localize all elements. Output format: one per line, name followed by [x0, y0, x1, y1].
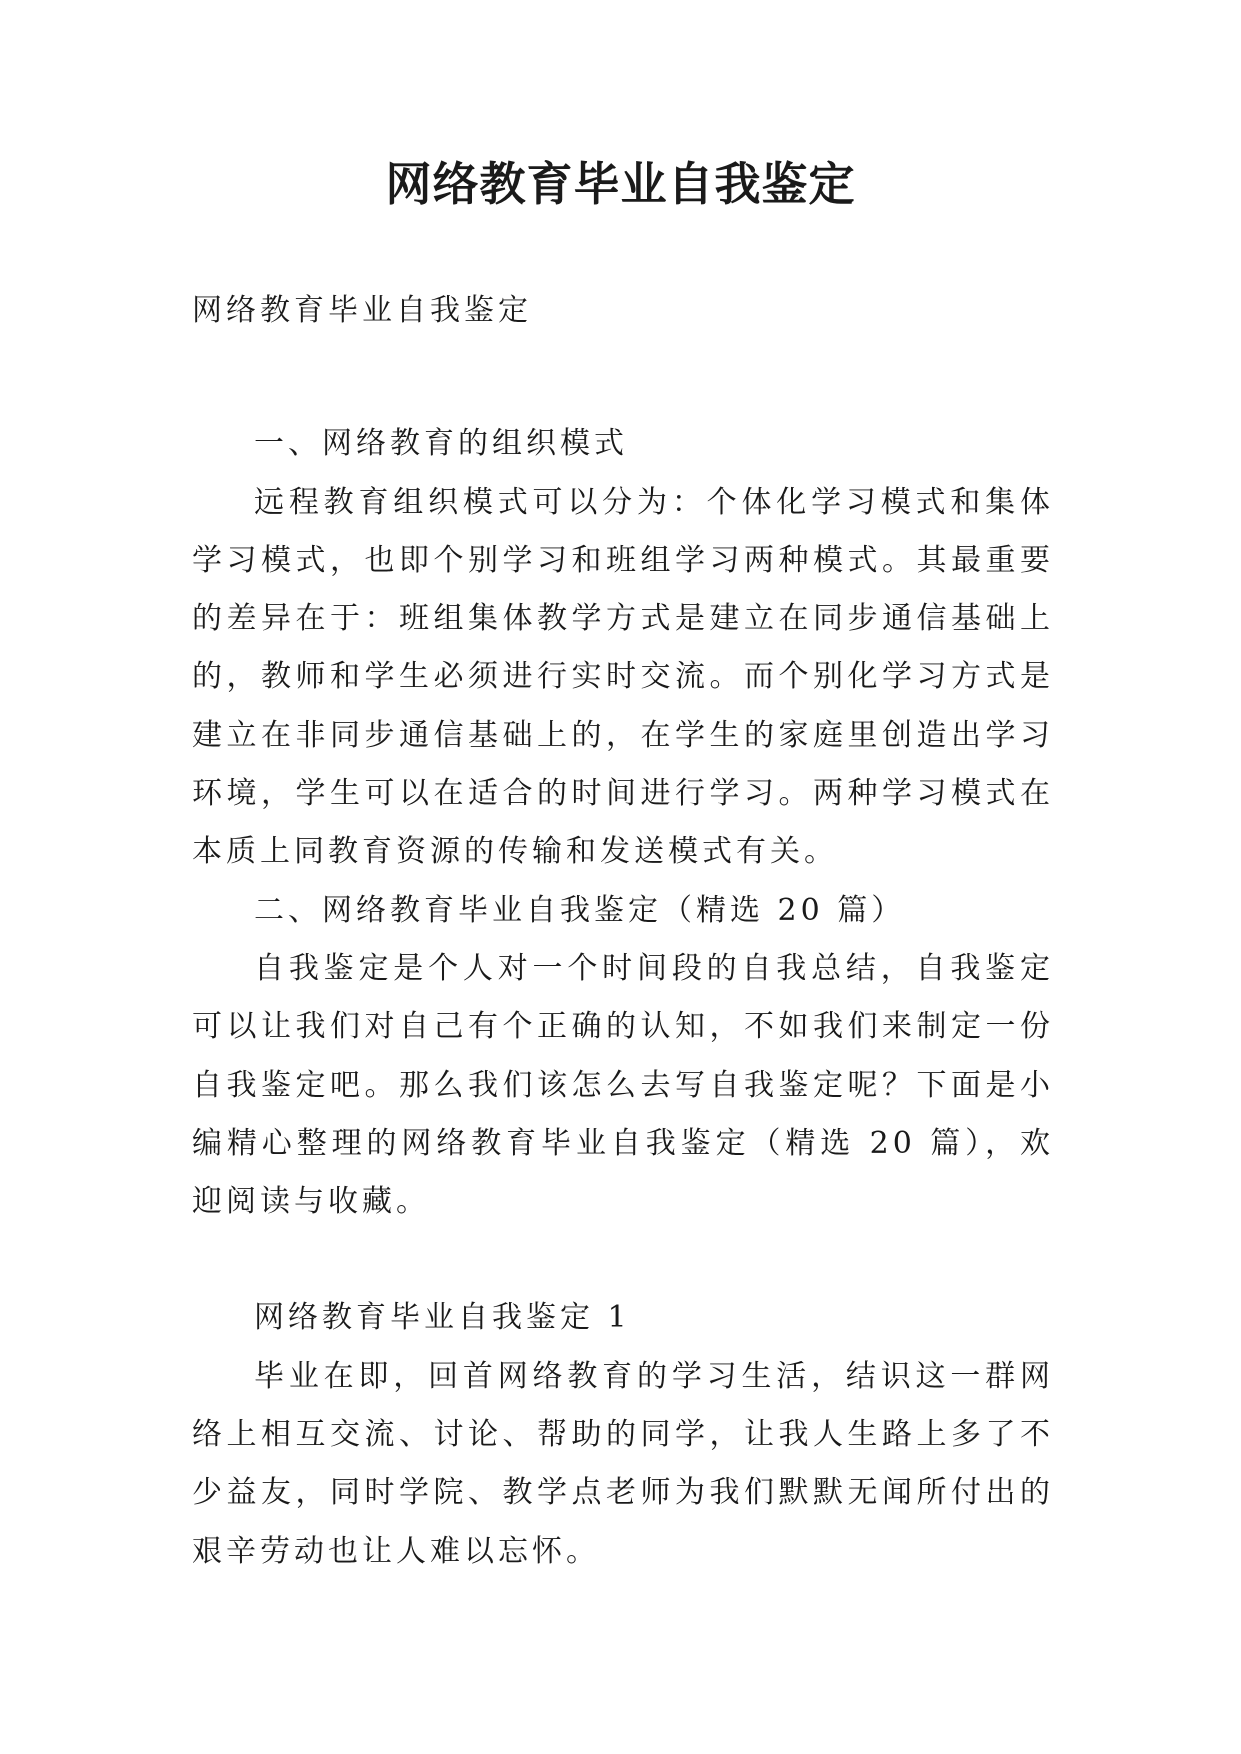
- article-heading-1: 网络教育毕业自我鉴定 1: [254, 1300, 631, 1336]
- section-heading-1: 一、网络教育的组织模式: [254, 426, 628, 462]
- document-body: [192, 282, 1054, 1581]
- spacer: [192, 340, 1054, 415]
- document-subtitle: 网络教育毕业自我鉴定: [192, 293, 532, 328]
- paragraph-introduction: 自我鉴定是个人对一个时间段的自我总结，自我鉴定可以让我们对自己有个正确的认知，不如我们来制定一份自我鉴定吧。那么我们该怎么去写自我鉴定呢？下面是小编精心整理的网络教育毕业自我鉴定（精选 20 篇），欢迎阅读与收藏。: [192, 950, 1054, 1220]
- document-title: 网络教育毕业自我鉴定: [385, 157, 856, 211]
- paragraph-article-1: 毕业在即，回首网络教育的学习生活，结识这一群网络上相互交流、讨论、帮助的同学，让我人生路上多了不少益友，同时学院、教学点老师为我们默默无闻所付出的艰辛劳动也让人难以忘怀。: [192, 1358, 1054, 1569]
- spacer: [192, 1231, 1054, 1289]
- section-heading-2: 二、网络教育毕业自我鉴定（精选 20 篇）: [254, 892, 906, 928]
- paragraph-organization-modes: 远程教育组织模式可以分为：个体化学习模式和集体学习模式，也即个别学习和班组学习两种模式。其最重要的差异在于：班组集体教学方式是建立在同步通信基础上的，教师和学生必须进行实时交流。而个别化学习方式是建立在非同步通信基础上的，在学生的家庭里创造出学习环境，学生可以在适合的时间进行学习。两种学习模式在本质上同教育资源的传输和发送模式有关。: [192, 484, 1054, 870]
